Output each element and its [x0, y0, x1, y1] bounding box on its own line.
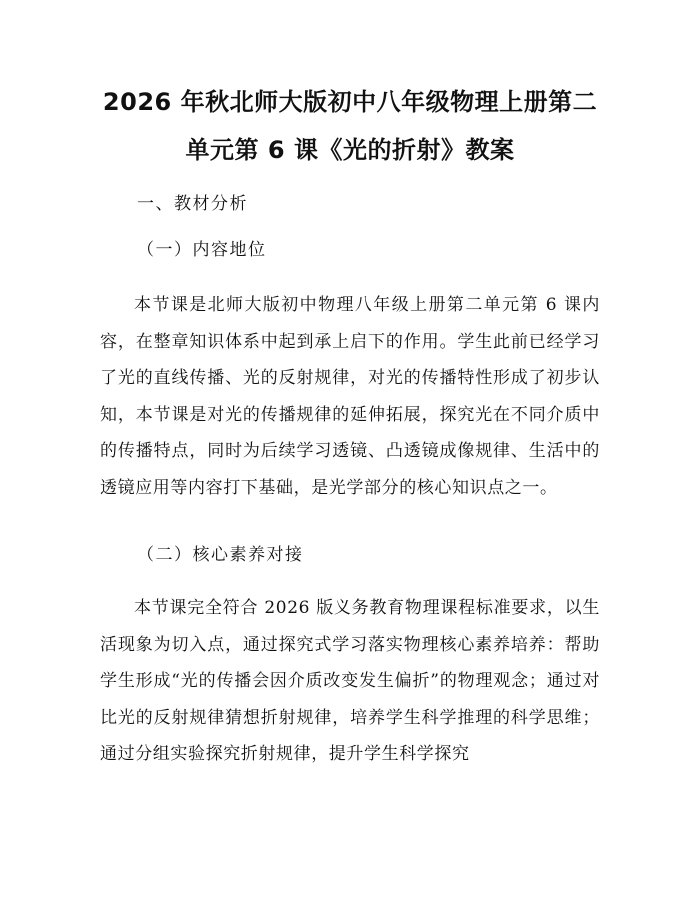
subsection-heading-core-literacy: （二）核心素养对接 — [137, 545, 304, 565]
document-title-line-2: 单元第 6 课《光的折射》教案 — [185, 136, 515, 164]
paragraph-core-literacy: 本节课完全符合 2026 版义务教育物理课程标准要求，以生活现象为切入点，通过探究式学习落实物理核心素养培养：帮助学生形成“光的传播会因介质改变发生偏折”的物理观念；通过对比光的反射规律猜想折射规律，培养学生科学推理的科学思维；通过分组实验探究折射规律，提升学生科学探究 — [100, 598, 600, 764]
subsection-heading-content-position: （一）内容地位 — [137, 240, 267, 260]
document-title-line-1: 2026 年秋北师大版初中八年级物理上册第二 — [102, 88, 598, 116]
section-heading-textbook-analysis: 一、教材分析 — [137, 194, 248, 214]
paragraph-content-position: 本节课是北师大版初中物理八年级上册第二单元第 6 课内容，在整章知识体系中起到承上启下的作用。学生此前已经学习了光的直线传播、光的反射规律，对光的传播特性形成了初步认知，本节课是对光的传播规律的延伸拓展，探究光在不同介质中的传播特点，同时为后续学习透镜、凸透镜成像规律、生活中的透镜应用等内容打下基础，是光学部分的核心知识点之一。 — [100, 295, 600, 498]
